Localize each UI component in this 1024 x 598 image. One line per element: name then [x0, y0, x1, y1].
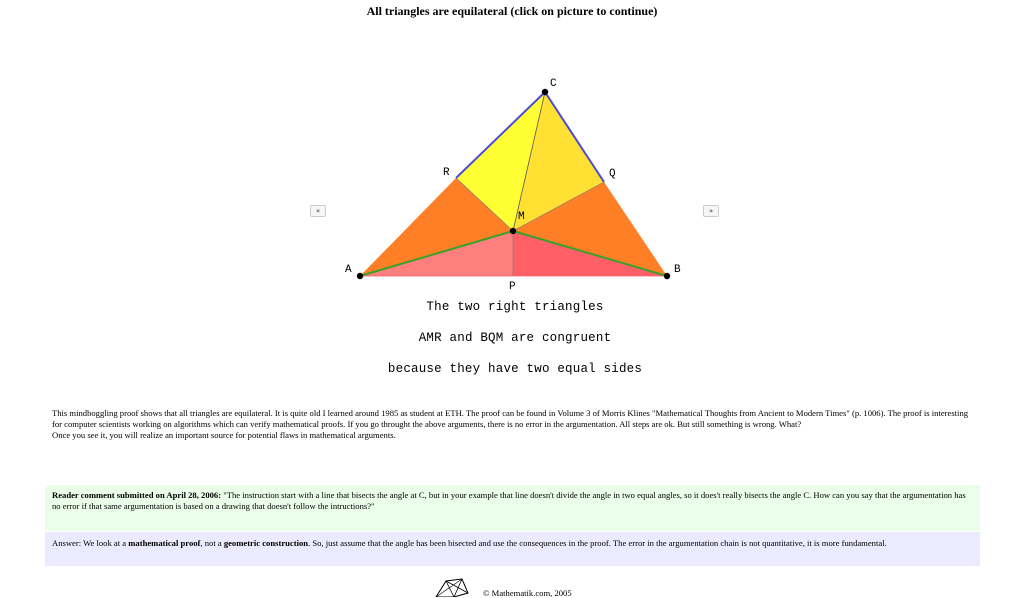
- point-b: [664, 273, 670, 279]
- answer-suffix: . So, just assume that the angle has been bisected and use the consequences in the proof. The error in the argumentation chain is not quantitative, it is more fundamental.: [308, 538, 887, 548]
- intro-text: This mindboggling proof shows that all triangles are equilateral. It is quite old I learned around 1985 as student at ETH. The proof can be found in Volume 3 of Morris Klines "Mathematical Thoughts from Ancient to Modern Times" (p. 1006). The proof is interesting for computer scientists working on algorithms which can verify mathematical proofs. If you go throught the above arguments, there is no error in the argumentation. All steps are ok. But still something is wrong. What?: [52, 408, 969, 429]
- label-b: B: [674, 264, 681, 276]
- point-c: [542, 89, 548, 95]
- previous-button[interactable]: «: [310, 205, 326, 217]
- page-title: All triangles are equilateral (click on picture to continue): [366, 4, 658, 18]
- next-button[interactable]: »: [703, 205, 719, 217]
- triangle-figure[interactable]: [330, 70, 700, 300]
- caption-line-2: AMR and BQM are congruent: [418, 331, 612, 345]
- label-a: A: [345, 264, 352, 276]
- caption-line-1: The two right triangles: [426, 300, 604, 314]
- label-m: M: [518, 211, 525, 223]
- label-r: R: [443, 167, 450, 179]
- label-p: P: [509, 281, 516, 293]
- mathematik-logo-icon[interactable]: [432, 577, 472, 597]
- copyright-text: © Mathematik.com, 2005: [483, 588, 572, 598]
- point-a: [357, 273, 363, 279]
- intro-line-2: Once you see it, you will realize an important source for potential flaws in mathematical arguments.: [52, 430, 396, 440]
- answer-mid: , not a: [200, 538, 224, 548]
- comment-text: "The instruction start with a line that bisects the angle at C, but in your example that line doesn't divide the angle in two equal angles, so it does't really bisects the angle C. How can you say that the argumentation has no error if that same argumentation is based on a drawing that doesn't follow the intructions?": [52, 490, 966, 511]
- intro-paragraph: [52, 408, 974, 441]
- label-q: Q: [609, 168, 616, 180]
- caption-line-3: because they have two equal sides: [387, 362, 643, 376]
- label-c: C: [550, 78, 557, 90]
- point-m: [510, 228, 516, 234]
- answer-box: [45, 532, 980, 566]
- answer-prefix: Answer: We look at a: [52, 538, 129, 548]
- footer: [430, 577, 650, 597]
- answer-bold-1: mathematical proof: [128, 538, 201, 548]
- comment-heading: Reader comment submitted on April 28, 2006:: [52, 490, 222, 500]
- answer-bold-2: geometric construction: [223, 538, 309, 548]
- reader-comment-box: [45, 485, 980, 531]
